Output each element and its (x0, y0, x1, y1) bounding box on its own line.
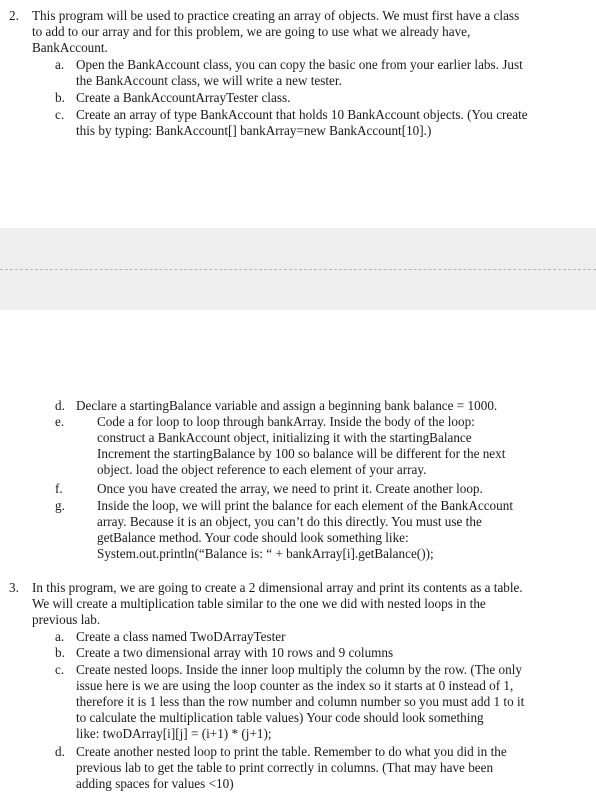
item-label: d. (55, 744, 65, 759)
item-label: d. (55, 398, 65, 413)
item-line: array. Because it is an object, you can’t do this directly. You must use the (97, 514, 482, 529)
item-label: b. (55, 90, 65, 105)
item-line: Code a for loop to loop through bankArray. Inside the body of the loop: (97, 414, 475, 429)
item-line: Create an array of type BankAccount that holds 10 BankAccount objects. (You create (76, 107, 528, 122)
item-line: previous lab to get the table to print correctly in columns. (That may have been (76, 760, 494, 775)
item-line: issue here is we are using the loop counter as the index so it starts at 0 instead of 1, (76, 678, 514, 693)
item-line: adding spaces for values <10) (76, 776, 234, 791)
item-line: Create a two dimensional array with 10 rows and 9 columns (76, 645, 394, 660)
item-line: construct a BankAccount object, initializing it with the startingBalance (97, 430, 472, 445)
item-line: Once you have created the array, we need to print it. Create another loop. (97, 481, 483, 496)
page-break-gap (0, 228, 596, 310)
intro-line: This program will be used to practice creating an array of objects. We must first have a class (32, 8, 520, 23)
item-label: a. (55, 629, 65, 644)
question-number: 2. (9, 8, 19, 23)
intro-line: In this program, we are going to create a 2 dimensional array and print its contents as a table. (32, 580, 523, 595)
item-line: the BankAccount class, we will write a new tester. (76, 73, 342, 88)
question-number: 3. (9, 580, 19, 595)
item-label: e. (55, 414, 65, 429)
item-line: Create another nested loop to print the table. Remember to do what you did in the (76, 744, 507, 759)
item-line: Declare a startingBalance variable and assign a beginning bank balance = 1000. (76, 398, 498, 413)
item-line: Create a BankAccountArrayTester class. (76, 90, 291, 105)
item-line: Inside the loop, we will print the balance for each element of the BankAccount (97, 498, 513, 513)
item-line: getBalance method. Your code should look something like: (97, 530, 409, 545)
item-line: like: twoDArray[i][j] = (i+1) * (j+1); (76, 726, 272, 741)
item-label: a. (55, 57, 65, 72)
item-label: c. (55, 107, 65, 122)
item-line: object. load the object reference to each element of your array. (97, 462, 427, 477)
page-break-line (0, 269, 596, 270)
item-line: Open the BankAccount class, you can copy the basic one from your earlier labs. Just (76, 57, 523, 72)
item-line: this by typing: BankAccount[] bankArray=new BankAccount[10].) (76, 123, 432, 138)
item-line: Create nested loops. Inside the inner loop multiply the column by the row. (The only (76, 662, 522, 677)
item-label: g. (55, 498, 65, 513)
item-label: f. (55, 481, 63, 496)
intro-line: We will create a multiplication table similar to the one we did with nested loops in the (32, 596, 486, 611)
intro-line: to add to our array and for this problem, we are going to use what we already have, (32, 24, 471, 39)
item-line: to calculate the multiplication table values) Your code should look something (76, 710, 484, 725)
intro-line: previous lab. (32, 612, 101, 627)
item-line: Create a class named TwoDArrayTester (76, 629, 286, 644)
item-label: b. (55, 645, 65, 660)
item-line: therefore it is 1 less than the row number and column number so you must add 1 to it (76, 694, 525, 709)
intro-line: BankAccount. (32, 40, 108, 55)
item-line: System.out.println(“Balance is: “ + bankArray[i].getBalance()); (97, 546, 434, 561)
item-label: c. (55, 662, 65, 677)
item-line: Increment the startingBalance by 100 so balance will be different for the next (97, 446, 506, 461)
